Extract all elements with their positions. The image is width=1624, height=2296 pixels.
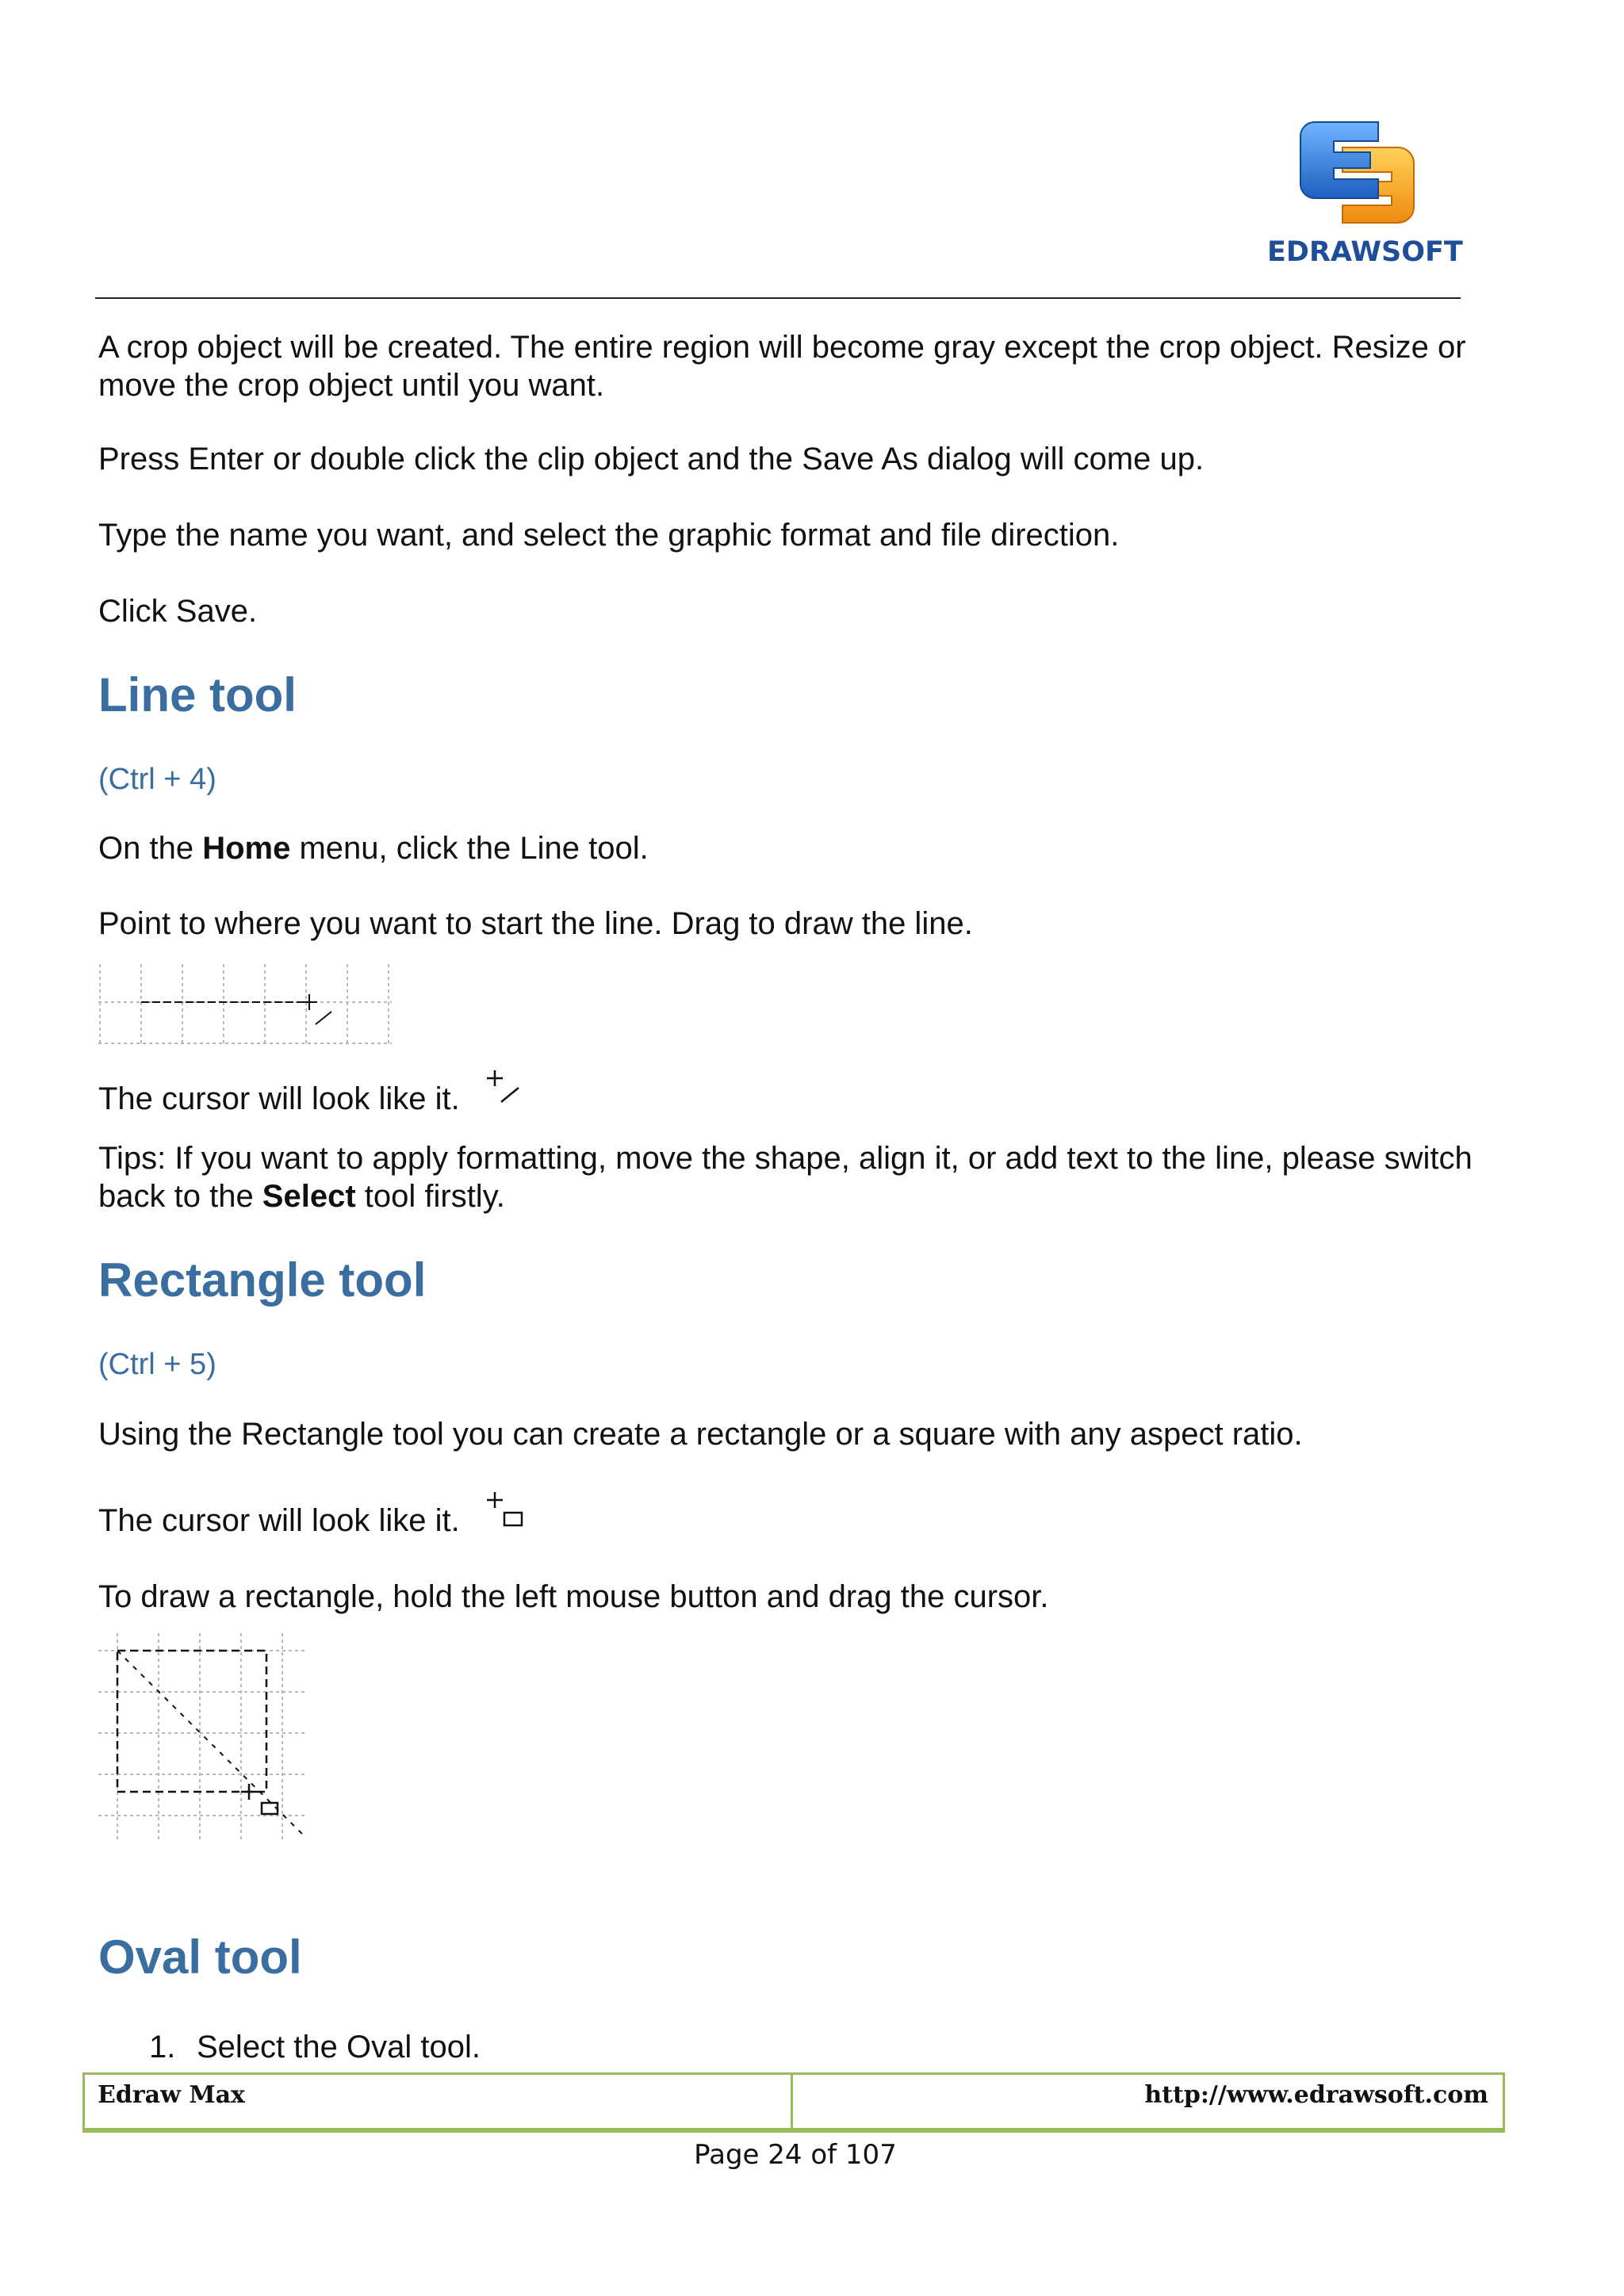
heading-rectangle-tool: Rectangle tool	[98, 1253, 427, 1307]
footer-url: http://www.edrawsoft.com	[1144, 2081, 1488, 2109]
paragraph-rectangle-aspect: Using the Rectangle tool you can create a rectangle or a square with any aspect ratio.	[98, 1417, 1303, 1452]
paragraph-home-menu	[98, 829, 1478, 867]
paragraph-type-name: Type the name you want, and select the graphic format and file direction.	[98, 518, 1120, 553]
paragraph-point-drag: Point to where you want to start the line. Drag to draw the line.	[98, 906, 973, 941]
paragraph-crop-object: A crop object will be created. The entire region will become gray except the crop object. Resize or move the crop object until you want.	[98, 330, 1466, 403]
page-footer	[82, 2072, 1505, 2133]
line-cursor-icon	[484, 1069, 523, 1108]
shortcut-rectangle-tool: (Ctrl + 5)	[98, 1348, 216, 1381]
edrawsoft-logo-icon	[1267, 116, 1457, 235]
list-item-number: 1.	[149, 2030, 176, 2064]
edrawsoft-logo	[1267, 116, 1463, 282]
paragraph-draw-rectangle: To draw a rectangle, hold the left mouse button and drag the cursor.	[98, 1579, 1049, 1614]
paragraph-save-dialog: Press Enter or double click the clip object and the Save As dialog will come up.	[98, 442, 1205, 476]
text-segment: tool firstly.	[355, 1179, 505, 1214]
text-bold-home: Home	[202, 831, 291, 866]
paragraph-rectangle-cursor: The cursor will look like it.	[98, 1503, 460, 1538]
rectangle-drawing-illustration	[98, 1633, 312, 1839]
text-segment: Tips: If you want to apply formatting, move the shape, align it, or add text to the line, please switch back to the	[98, 1141, 1473, 1214]
footer-divider	[791, 2075, 793, 2128]
brand-name: EDRAWSOFT	[1267, 236, 1463, 268]
page-number: Page 24 of 107	[694, 2139, 897, 2171]
text-segment: menu, click the Line tool.	[290, 831, 649, 866]
header-divider	[95, 297, 1461, 299]
list-item-select-oval: Select the Oval tool.	[197, 2030, 481, 2064]
heading-oval-tool: Oval tool	[98, 1931, 302, 1984]
paragraph-tips-select	[98, 1139, 1478, 1215]
text-bold-select: Select	[262, 1179, 356, 1214]
shortcut-line-tool: (Ctrl + 4)	[98, 763, 216, 796]
rectangle-cursor-icon	[484, 1490, 531, 1530]
text-segment: On the	[98, 831, 203, 866]
heading-line-tool: Line tool	[98, 668, 297, 721]
paragraph-line-cursor: The cursor will look like it.	[98, 1081, 460, 1116]
line-drawing-illustration	[98, 964, 392, 1047]
paragraph-click-save: Click Save.	[98, 594, 258, 629]
footer-product: Edraw Max	[98, 2081, 245, 2109]
